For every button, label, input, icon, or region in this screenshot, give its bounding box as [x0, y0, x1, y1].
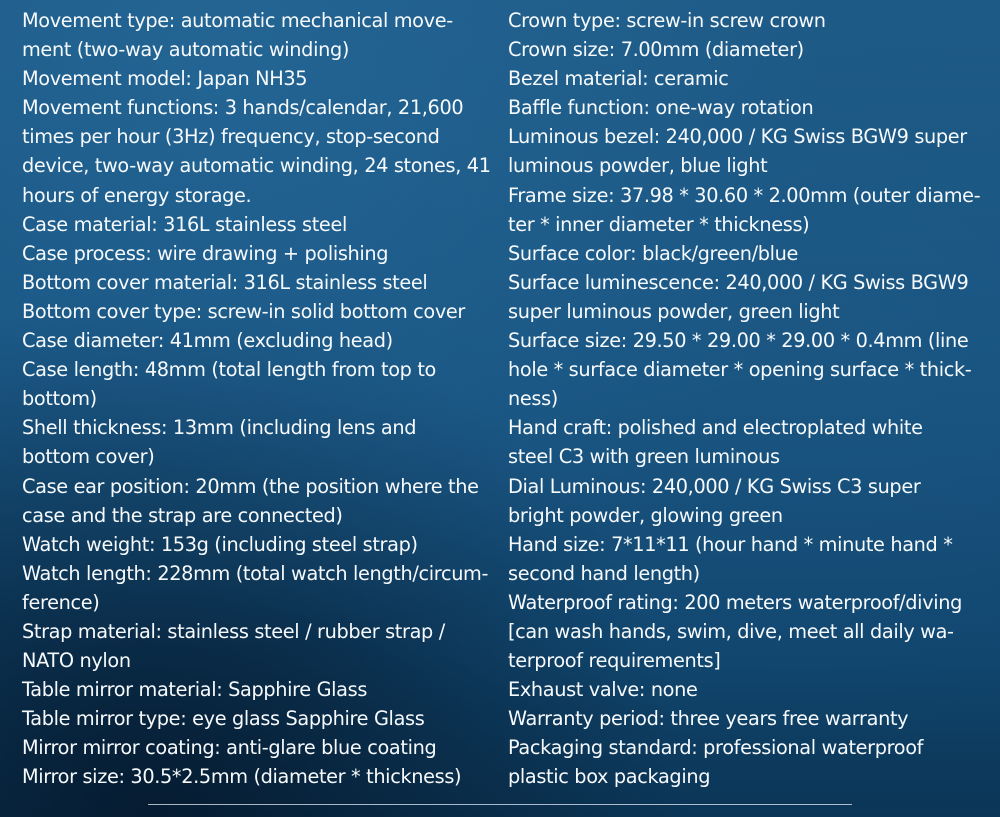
spec-line: Bottom cover type: screw-in solid bottom cover [22, 299, 466, 323]
spec-line: terproof requirements] [508, 649, 721, 673]
spec-line: Bezel material: ceramic [508, 67, 729, 91]
spec-line: Baffle function: one-way rotation [508, 96, 814, 120]
spec-line: Mirror size: 30.5*2.5mm (diameter * thickness) [22, 765, 462, 789]
spec-line: steel C3 with green luminous [508, 445, 780, 469]
spec-line: plastic box packaging [508, 765, 711, 789]
spec-line: super luminous powder, green light [508, 299, 840, 323]
spec-line: Case length: 48mm (total length from top to [22, 358, 436, 382]
spec-line: Strap material: stainless steel / rubber strap / [22, 619, 445, 643]
spec-line: Table mirror type: eye glass Sapphire Glass [22, 707, 425, 731]
spec-line: ness) [508, 387, 558, 411]
spec-line: Packaging standard: professional waterproof [508, 736, 924, 760]
spec-line: ference) [22, 590, 100, 614]
spec-line: Case process: wire drawing + polishing [22, 241, 389, 265]
spec-line: Shell thickness: 13mm (including lens and [22, 416, 417, 440]
spec-line: case and the strap are connected) [22, 503, 343, 527]
spec-line: Case ear position: 20mm (the position where the [22, 474, 479, 498]
spec-line: Surface luminescence: 240,000 / KG Swiss BGW9 [508, 270, 969, 294]
spec-line: bottom cover) [22, 445, 155, 469]
spec-line: Movement type: automatic mechanical move- [22, 9, 453, 32]
spec-line: Waterproof rating: 200 meters waterproof/diving [508, 590, 963, 614]
spec-line: Surface size: 29.50 * 29.00 * 29.00 * 0.4mm (line [508, 329, 969, 353]
spec-line: second hand length) [508, 561, 700, 585]
spec-column-right [508, 6, 998, 792]
spec-line: Bottom cover material: 316L stainless steel [22, 270, 428, 294]
bottom-divider [148, 804, 852, 805]
spec-line: Crown type: screw-in screw crown [508, 9, 826, 32]
spec-line: times per hour (3Hz) frequency, stop-second [22, 125, 440, 149]
spec-line: Surface color: black/green/blue [508, 241, 799, 265]
spec-line: Mirror mirror coating: anti-glare blue coating [22, 736, 437, 760]
spec-line: ment (two-way automatic winding) [22, 38, 350, 62]
spec-line: Exhaust valve: none [508, 678, 698, 702]
spec-line: hole * surface diameter * opening surface * thick- [508, 358, 972, 382]
spec-line: Case diameter: 41mm (excluding head) [22, 329, 393, 353]
spec-line: ter * inner diameter * thickness) [508, 212, 810, 236]
spec-line: Crown size: 7.00mm (diameter) [508, 38, 804, 62]
spec-line: Watch length: 228mm (total watch length/circum- [22, 561, 489, 585]
spec-line: device, two-way automatic winding, 24 stones, 41 [22, 154, 491, 178]
spec-line: Table mirror material: Sapphire Glass [22, 678, 368, 702]
spec-line: Movement functions: 3 hands/calendar, 21,600 [22, 96, 464, 120]
spec-line: luminous powder, blue light [508, 154, 768, 178]
spec-line: Warranty period: three years free warranty [508, 707, 909, 731]
spec-line: Hand craft: polished and electroplated white [508, 416, 923, 440]
spec-line: [can wash hands, swim, dive, meet all daily wa- [508, 619, 954, 643]
spec-column-left [22, 6, 502, 792]
spec-line: Dial Luminous: 240,000 / KG Swiss C3 super [508, 474, 921, 498]
spec-line: bottom) [22, 387, 97, 411]
spec-line: bright powder, glowing green [508, 503, 783, 527]
spec-line: Movement model: Japan NH35 [22, 67, 308, 91]
spec-line: NATO nylon [22, 649, 131, 673]
spec-line: Luminous bezel: 240,000 / KG Swiss BGW9 super [508, 125, 967, 149]
spec-line: hours of energy storage. [22, 183, 252, 207]
spec-line: Case material: 316L stainless steel [22, 212, 347, 236]
spec-line: Hand size: 7*11*11 (hour hand * minute hand * [508, 532, 953, 556]
spec-line: Frame size: 37.98 * 30.60 * 2.00mm (outer diame- [508, 183, 981, 207]
spec-line: Watch weight: 153g (including steel strap) [22, 532, 418, 556]
